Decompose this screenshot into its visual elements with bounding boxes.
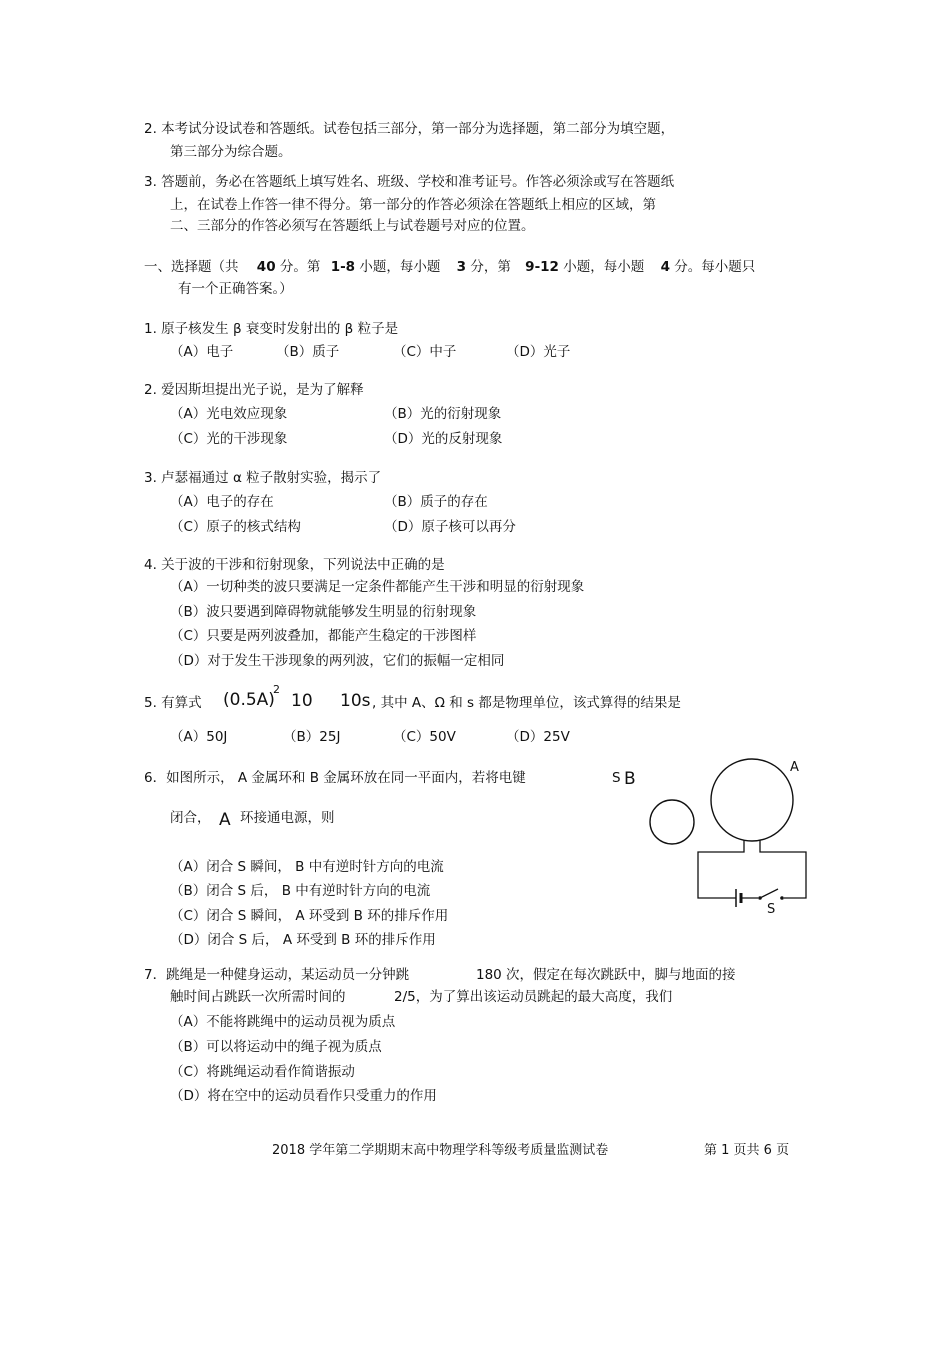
q1-option-c: （C）中子 — [393, 344, 457, 360]
section-text: 分。每小题只 — [674, 259, 756, 275]
section-1-header — [144, 258, 755, 276]
ring-b — [650, 800, 694, 844]
q6-option-d: （D）闭合 S 后， A 环受到 B 环的排斥作用 — [170, 932, 436, 948]
q5-option-c: （C）50V — [393, 729, 456, 745]
q3-option-d: （D）原子核可以再分 — [384, 519, 516, 535]
section-text: 分，第 — [470, 259, 511, 275]
q6-ring-a-letter: A — [219, 810, 231, 830]
q6-stem-line-2b: 环接通电源，则 — [240, 810, 335, 826]
q5-option-b: （B）25J — [283, 729, 341, 745]
q6-stem-line-2a: 闭合， — [170, 810, 211, 826]
q7-line-2b: 2/5，为了算出该运动员跳起的最大高度，我们 — [394, 989, 673, 1005]
circuit-wire-right — [760, 840, 806, 898]
q4-option-b: （B）波只要遇到障碍物就能够发生明显的衍射现象 — [170, 604, 477, 620]
note-3-line-1: 3. 答题前，务必在答题纸上填写姓名、班级、学校和准考证号。作答必须涂或写在答题纸 — [144, 174, 675, 190]
footer-exam-title: 2018 学年第二学期期末高中物理学科等级考质量监测试卷 — [272, 1143, 609, 1158]
section-1-header-line-2: 有一个正确答案。） — [178, 281, 293, 297]
q4-stem: 4. 关于波的干涉和衍射现象，下列说法中正确的是 — [144, 557, 445, 573]
q3-stem: 3. 卢瑟福通过 α 粒子散射实验，揭示了 — [144, 470, 382, 486]
q3-option-c: （C）原子的核式结构 — [170, 519, 301, 535]
q5-stem-tail: , 其中 A、Ω 和 s 都是物理单位，该式算得的结果是 — [372, 695, 681, 711]
q7-option-d: （D）将在空中的运动员看作只受重力的作用 — [170, 1088, 437, 1104]
q7-line-2a: 触时间占跳跃一次所需时间的 — [170, 989, 346, 1005]
switch-contact — [780, 896, 784, 900]
q7-option-b: （B）可以将运动中的绳子视为质点 — [170, 1039, 382, 1055]
section-range-2: 9-12 — [525, 259, 559, 275]
q1-option-a: （A）电子 — [170, 344, 234, 360]
note-2-line-2: 第三部分为综合题。 — [170, 144, 292, 160]
q6-option-b: （B）闭合 S 后， B 中有逆时针方向的电流 — [170, 883, 431, 899]
q1-option-d: （D）光子 — [506, 344, 571, 360]
q5-number: 5. 有算式 — [144, 695, 202, 711]
q2-option-d: （D）光的反射现象 — [384, 431, 503, 447]
q5-option-d: （D）25V — [506, 729, 570, 745]
q6-option-a: （A）闭合 S 瞬间， B 中有逆时针方向的电流 — [170, 859, 444, 875]
section-points-2: 4 — [660, 259, 670, 275]
q3-option-b: （B）质子的存在 — [384, 494, 488, 510]
section-range-1: 1-8 — [330, 259, 356, 275]
q6-circuit-diagram — [640, 752, 820, 922]
q5-formula-base: (0.5A) — [223, 690, 275, 710]
q5-formula-factor-1: 10 — [291, 691, 313, 711]
q2-option-c: （C）光的干涉现象 — [170, 431, 288, 447]
q4-option-c: （C）只要是两列波叠加，都能产生稳定的干涉图样 — [170, 628, 477, 644]
q4-option-d: （D）对于发生干涉现象的两列波，它们的振幅一定相同 — [170, 653, 505, 669]
q3-option-a: （A）电子的存在 — [170, 494, 274, 510]
q7-option-a: （A）不能将跳绳中的运动员视为质点 — [170, 1014, 396, 1030]
circuit-wire-left — [698, 840, 744, 898]
q5-formula-exponent: 2 — [273, 683, 280, 696]
q5-formula-factor-2: 10s — [340, 691, 371, 711]
q2-option-a: （A）光电效应现象 — [170, 406, 288, 422]
fig-label-s: S — [767, 902, 776, 917]
q1-option-b: （B）质子 — [276, 344, 340, 360]
section-text: 小题，每小题 — [359, 259, 441, 275]
q6-switch-letter: S — [612, 770, 621, 786]
q6-stem-line-1: 6．如图所示， A 金属环和 B 金属环放在同一平面内，若将电键 — [144, 770, 526, 786]
note-3-line-3: 二、三部分的作答必须写在答题纸上与试卷题号对应的位置。 — [170, 218, 535, 234]
q5-option-a: （A）50J — [170, 729, 228, 745]
q6-ring-b-letter: B — [624, 769, 636, 789]
section-points-total: 40 — [256, 259, 276, 275]
q1-stem: 1. 原子核发生 β 衰变时发射出的 β 粒子是 — [144, 321, 399, 337]
q6-option-c: （C）闭合 S 瞬间， A 环受到 B 环的排斥作用 — [170, 908, 449, 924]
q2-option-b: （B）光的衍射现象 — [384, 406, 502, 422]
note-3-line-2: 上，在试卷上作答一律不得分。第一部分的作答必须涂在答题纸上相应的区域，第 — [170, 197, 656, 213]
section-text: 分。第 — [279, 259, 321, 275]
q7-line-1a: 7．跳绳是一种健身运动，某运动员一分钟跳 — [144, 967, 410, 983]
q7-option-c: （C）将跳绳运动看作简谐振动 — [170, 1064, 355, 1080]
section-text: 一、选择题（共 — [144, 259, 239, 275]
section-points-1: 3 — [456, 259, 467, 275]
footer-page-number: 第 1 页共 6 页 — [704, 1143, 790, 1158]
fig-label-a: A — [790, 760, 799, 775]
section-text: 小题，每小题 — [563, 259, 645, 275]
q2-stem: 2. 爱因斯坦提出光子说，是为了解释 — [144, 382, 364, 398]
switch-icon — [760, 889, 778, 898]
q7-line-1b: 180 次，假定在每次跳跃中，脚与地面的接 — [476, 967, 736, 983]
note-2-line-1: 2. 本考试分设试卷和答题纸。试卷包括三部分，第一部分为选择题，第二部分为填空题， — [144, 121, 675, 137]
ring-a — [711, 759, 793, 841]
q4-option-a: （A）一切种类的波只要满足一定条件都能产生干涉和明显的衍射现象 — [170, 579, 585, 595]
